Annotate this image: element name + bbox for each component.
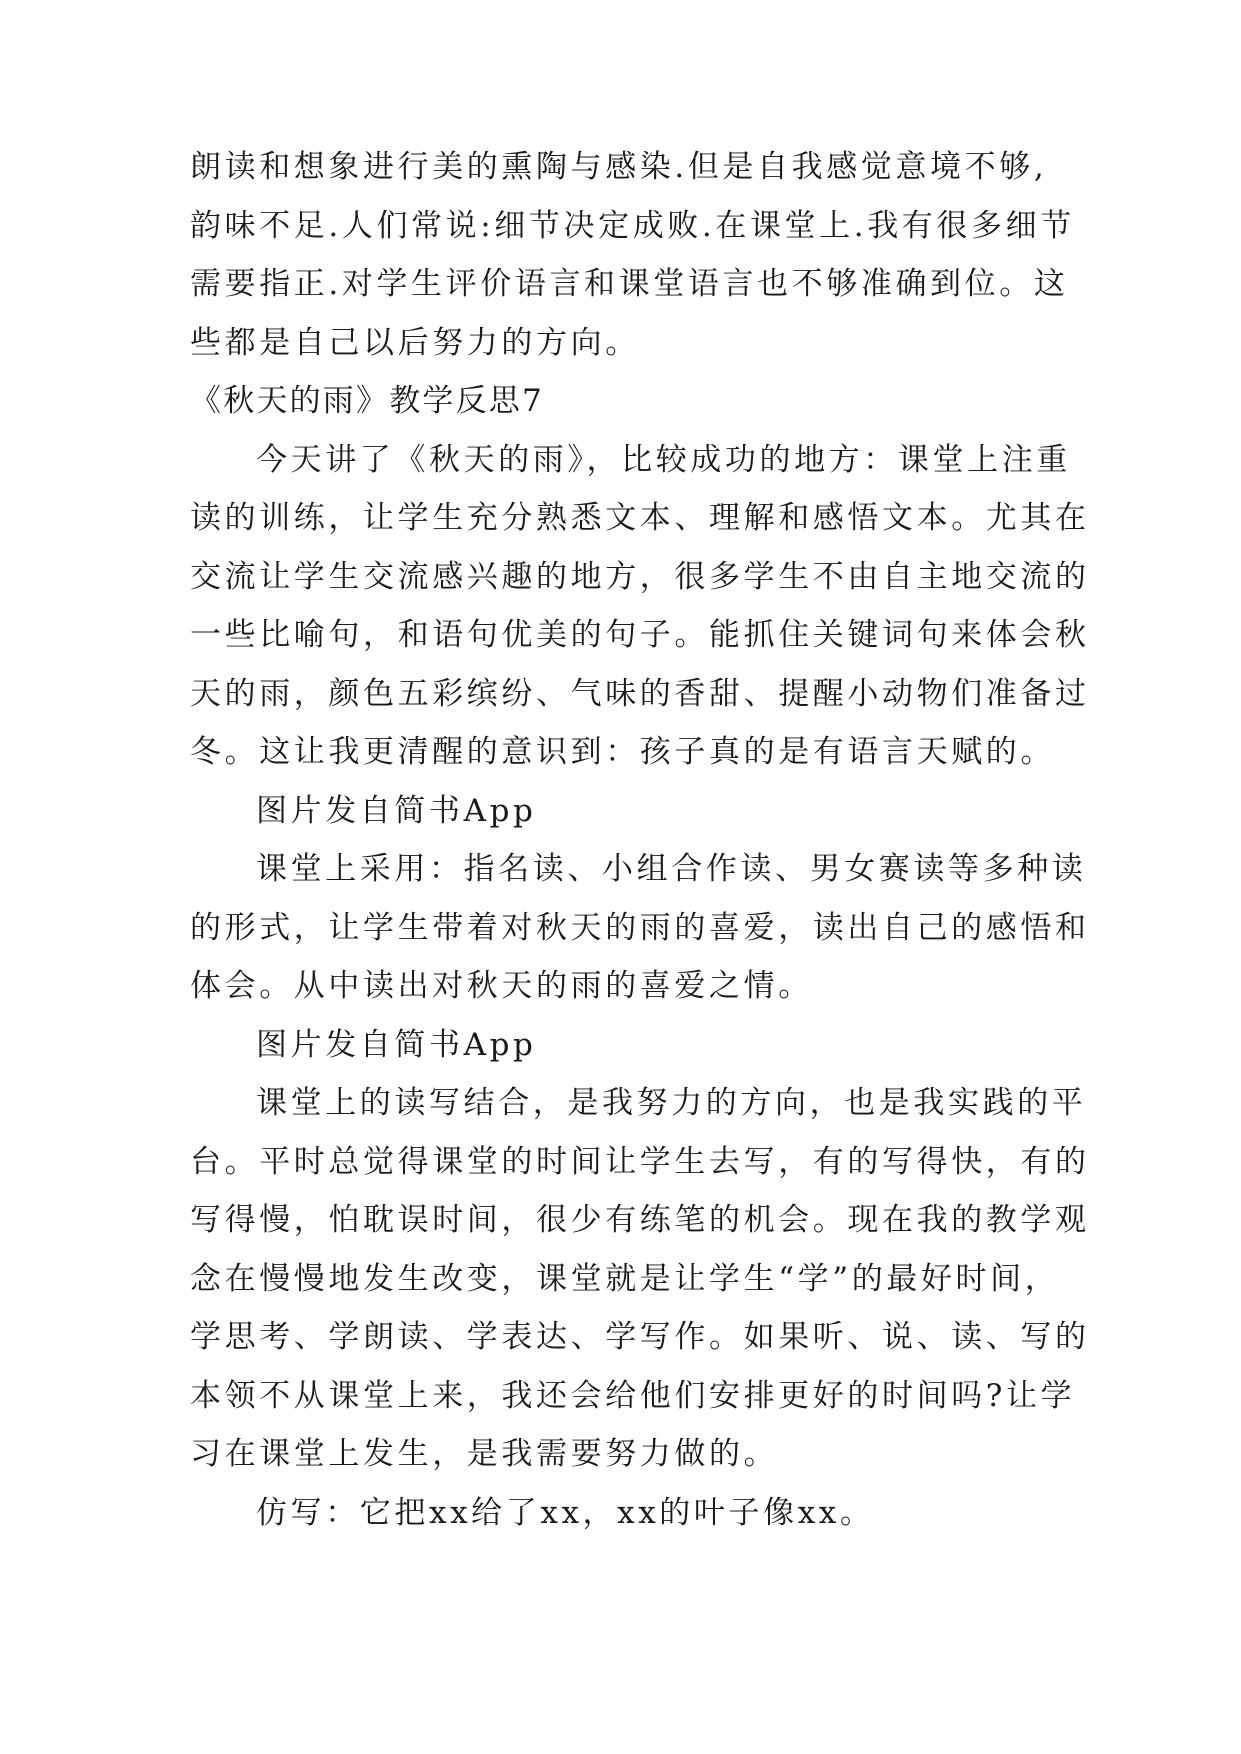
body-line: 朗读和想象进行美的熏陶与感染.但是自我感觉意境不够, <box>190 149 1048 185</box>
body-line: 本领不从课堂上来，我还会给他们安排更好的时间吗?让学 <box>190 1377 1076 1414</box>
image-caption: 图片发自简书App <box>256 792 537 829</box>
body-line: 交流让学生交流感兴趣的地方，很多学生不由自主地交流的 <box>190 558 1090 595</box>
body-line: 的形式，让学生带着对秋天的雨的喜爱，读出自己的感悟和 <box>190 909 1090 946</box>
image-caption: 图片发自简书App <box>256 1026 537 1063</box>
body-line: 体会。从中读出对秋天的雨的喜爱之情。 <box>190 968 813 1004</box>
body-line: 台。平时总觉得课堂的时间让学生去写，有的写得快，有的 <box>190 1143 1090 1180</box>
body-line: 冬。这让我更清醒的意识到：孩子真的是有语言天赋的。 <box>190 734 1055 770</box>
body-line: 念在慢慢地发生改变，课堂就是让学生“学”的最好时间， <box>190 1260 1060 1297</box>
paragraph-start-line: 今天讲了《秋天的雨》，比较成功的地方：课堂上注重 <box>256 441 1071 478</box>
body-line: 学思考、学朗读、学表达、学写作。如果听、说、读、写的 <box>190 1319 1090 1355</box>
body-line: 韵味不足.人们常说:细节决定成败.在课堂上.我有很多细节 <box>190 207 1075 244</box>
body-line: 写得慢，怕耽误时间，很少有练笔的机会。现在我的教学观 <box>190 1202 1090 1238</box>
body-line: 需要指正.对学生评价语言和课堂语言也不够准确到位。这 <box>190 266 1069 302</box>
body-line: 些都是自己以后努力的方向。 <box>190 324 640 361</box>
paragraph-start-line: 课堂上的读写结合，是我努力的方向，也是我实践的平 <box>256 1085 1087 1121</box>
body-line: 习在课堂上发生，是我需要努力做的。 <box>190 1436 779 1472</box>
document-body <box>190 138 1090 1542</box>
body-line: 天的雨，颜色五彩缤纷、气味的香甜、提醒小动物们准备过 <box>190 675 1090 712</box>
paragraph-start-line: 仿写：它把xx给了xx，xx的叶子像xx。 <box>256 1494 875 1531</box>
body-line: 一些比喻句，和语句优美的句子。能抓住关键词句来体会秋 <box>190 617 1090 653</box>
section-heading: 《秋天的雨》教学反思7 <box>190 383 544 419</box>
body-line: 读的训练，让学生充分熟悉文本、理解和感悟文本。尤其在 <box>190 500 1090 536</box>
paragraph-start-line: 课堂上采用：指名读、小组合作读、男女赛读等多种读 <box>256 851 1087 887</box>
